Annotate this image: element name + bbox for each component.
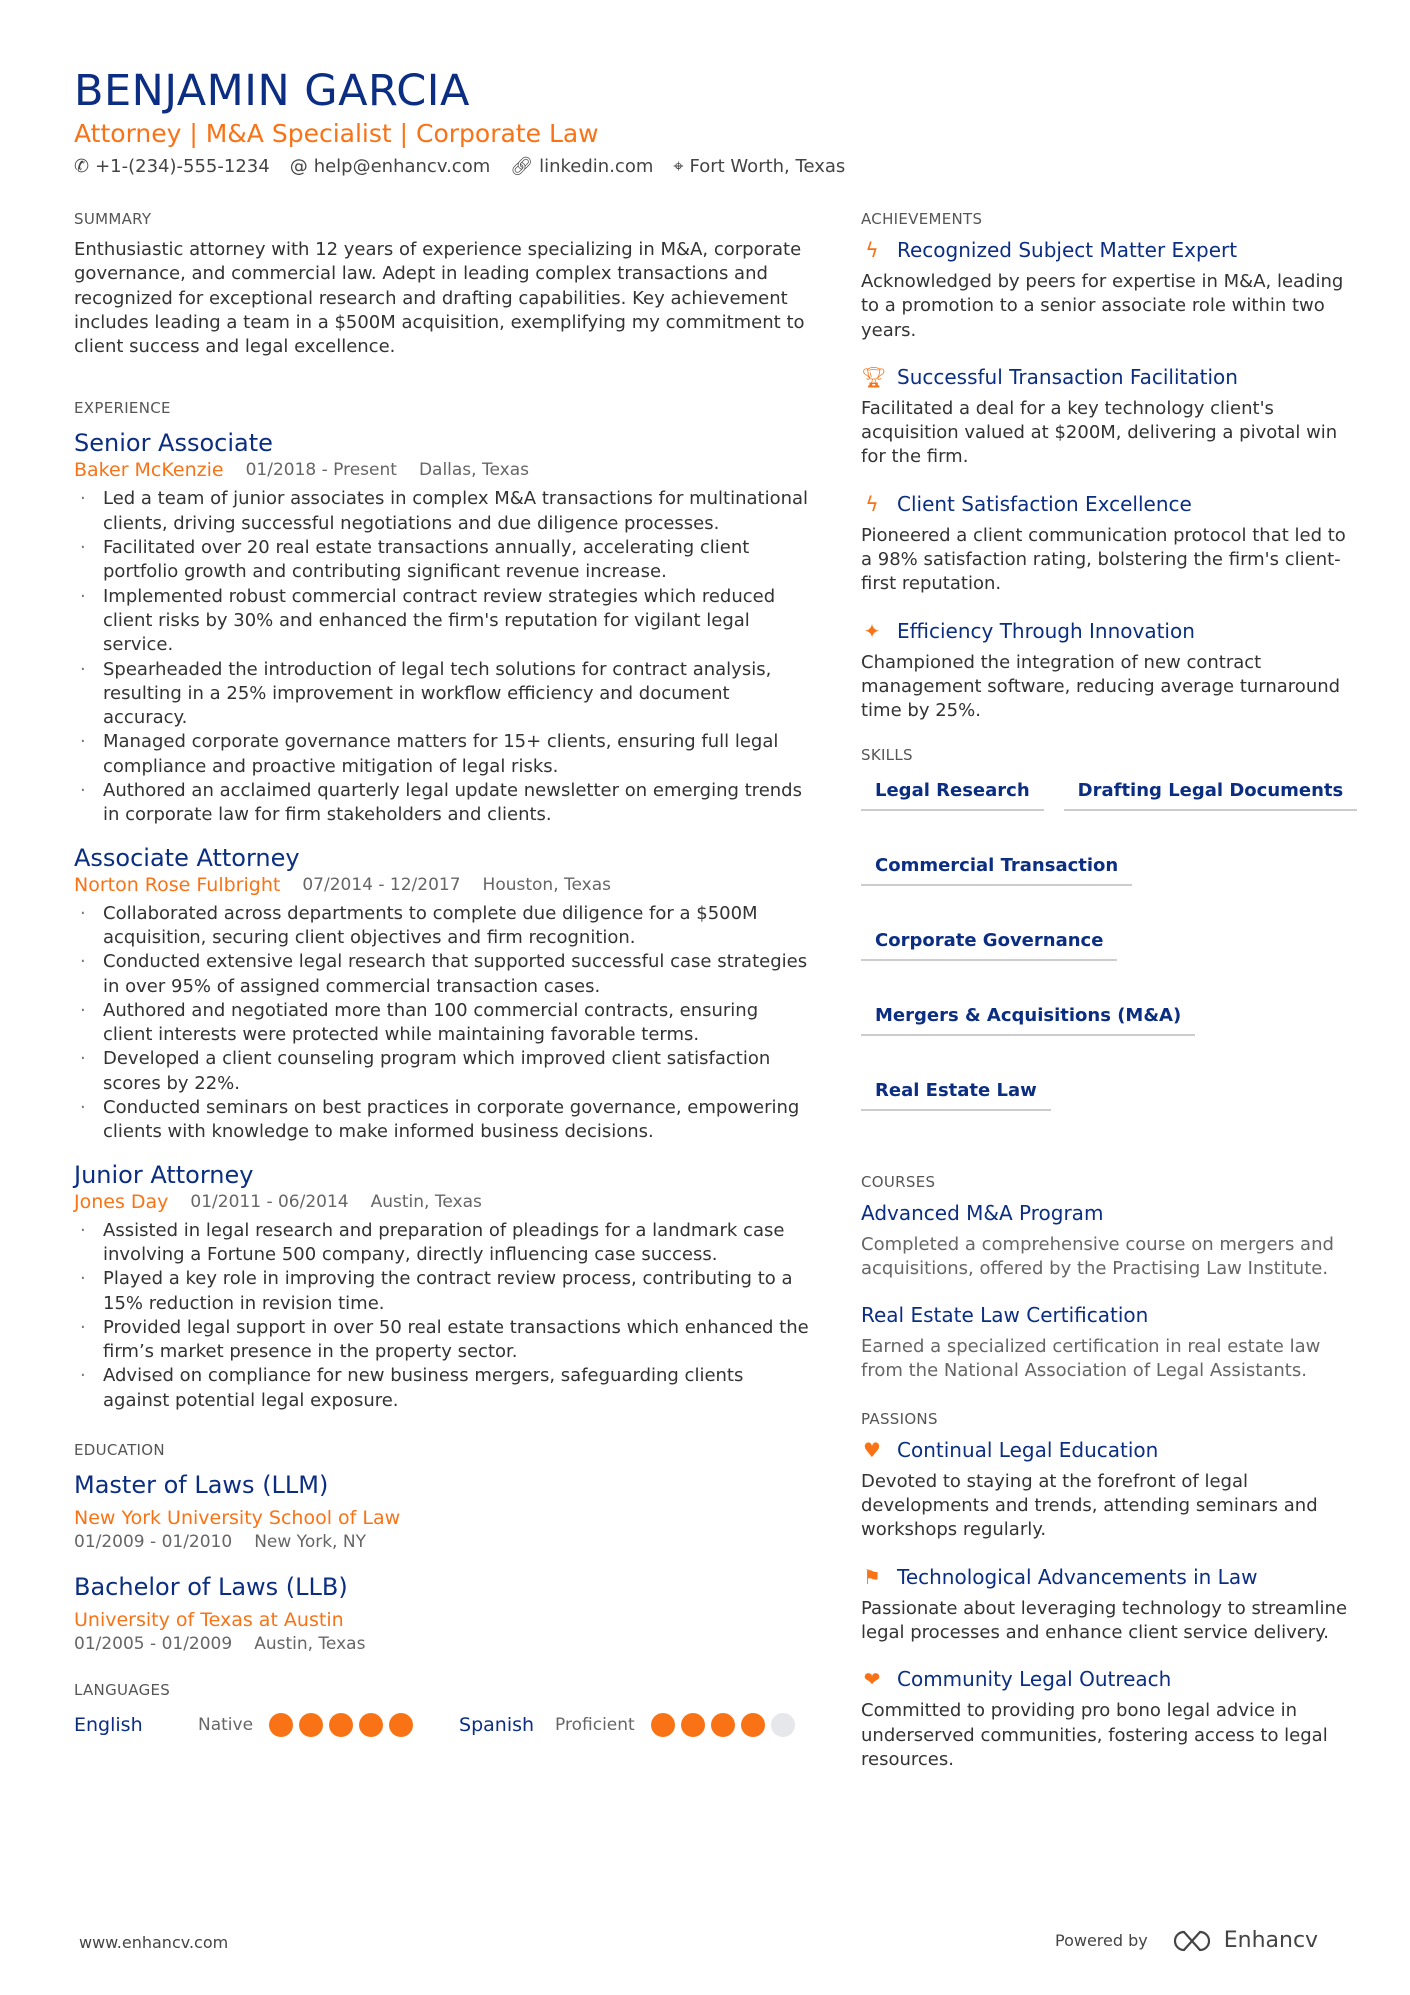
education-location: Austin, Texas <box>254 1633 366 1654</box>
powered-by-text: Powered by <box>1055 1931 1148 1950</box>
passion-title: Technological Advancements in Law <box>897 1564 1258 1589</box>
section-heading: ACHIEVEMENTS <box>861 210 983 228</box>
skill-tag: Legal Research <box>861 780 1044 811</box>
hand-heart-icon: ❤ <box>863 1667 881 1692</box>
left-column <box>74 210 809 1737</box>
passion-text: Committed to providing pro bono legal advice in underserved communities, fostering access to legal resources. <box>861 1700 1328 1770</box>
bullet-item: · Collaborated across departments to complete due diligence for a $500M acquisition, securing client objectives and firm recognition. <box>74 902 809 951</box>
passion-text: Passionate about leveraging technology to streamline legal processes and enhance client service delivery. <box>861 1597 1348 1643</box>
skill-tag: Corporate Governance <box>861 930 1117 961</box>
company-name: Norton Rose Fulbright <box>74 873 281 896</box>
course-item <box>861 1201 1361 1282</box>
passion-text: Devoted to staying at the forefront of legal developments and trends, attending seminars and workshops regularly. <box>861 1470 1318 1541</box>
bullet-item: · Authored an acclaimed quarterly legal update newsletter on emerging trends in corporate law for firm stakeholders and clients. <box>74 779 809 828</box>
bolt-icon: ϟ <box>865 491 879 516</box>
rating-dot <box>771 1713 795 1737</box>
bullet-item: · Assisted in legal research and preparation of pleadings for a landmark case involving a Fortune 500 company, directly influencing case success. <box>74 1219 809 1268</box>
courses-list <box>861 1201 1361 1384</box>
section-heading: EDUCATION <box>74 1440 165 1459</box>
skill-tag: Real Estate Law <box>861 1080 1051 1111</box>
course-text: Earned a specialized certification in real estate law from the National Association of Legal Assistants. <box>861 1336 1321 1382</box>
language-name: Spanish <box>459 1713 535 1736</box>
languages-list <box>74 1713 809 1737</box>
magic-wand-icon: ✦ <box>863 618 881 643</box>
job-meta <box>74 1191 809 1213</box>
rating-dot <box>651 1713 675 1737</box>
bullet-item: · Conducted extensive legal research that supported successful case strategies in over 95% of assigned commercial transaction cases. <box>74 950 809 999</box>
education-meta <box>74 1633 809 1655</box>
rating-dot <box>389 1713 413 1737</box>
course-title: Real Estate Law Certification <box>861 1303 1149 1328</box>
passion-title: Continual Legal Education <box>897 1437 1159 1462</box>
experience-list <box>74 427 809 1413</box>
bullet-item: · Authored and negotiated more than 100 commercial contracts, ensuring client interests were protected while maintaining favorable terms. <box>74 999 809 1048</box>
degree: Bachelor of Laws (LLB) <box>74 1572 348 1601</box>
link[interactable] <box>510 156 653 177</box>
skill-tag: Drafting Legal Documents <box>1064 780 1358 811</box>
location-pin-icon: ⌖ <box>673 156 684 177</box>
skill-tag: Commercial Transaction <box>861 855 1132 886</box>
achievement-title: Efficiency Through Innovation <box>897 618 1195 643</box>
education-location: New York, NY <box>254 1531 366 1552</box>
degree: Master of Laws (LLM) <box>74 1470 329 1499</box>
education-list <box>74 1469 809 1655</box>
flag-icon: ⚑ <box>863 1564 881 1589</box>
at-icon: @ <box>289 156 308 177</box>
school: New York University School of Law <box>74 1506 401 1529</box>
job-location: Houston, Texas <box>482 874 611 895</box>
contact-info <box>74 156 845 177</box>
candidate-title: Attorney | M&A Specialist | Corporate Law <box>74 119 599 148</box>
education-entry <box>74 1571 809 1655</box>
job-title: Associate Attorney <box>74 843 300 872</box>
right-column <box>861 210 1361 1794</box>
passions-list <box>861 1438 1361 1772</box>
bullet-item: · Provided legal support in over 50 real estate transactions which enhanced the firm’s market presence in the property sector. <box>74 1316 809 1365</box>
achievement-item <box>861 619 1361 724</box>
skill-tag: Mergers & Acquisitions (M&A) <box>861 1005 1195 1036</box>
passion-item <box>861 1438 1361 1543</box>
job-title: Junior Attorney <box>74 1160 254 1189</box>
bullet-item: · Played a key role in improving the contract review process, contributing to a 15% reduction in revision time. <box>74 1267 809 1316</box>
location <box>673 156 845 177</box>
company-name: Jones Day <box>74 1190 169 1213</box>
section-heading: PASSIONS <box>861 1409 938 1428</box>
footer-website[interactable]: www.enhancv.com <box>79 1933 229 1952</box>
job-bullets <box>74 487 809 827</box>
job-meta <box>74 874 809 896</box>
achievement-text: Facilitated a deal for a key technology client's acquisition valued at $200M, delivering a pivotal win for the firm. <box>861 397 1338 468</box>
job-location: Dallas, Texas <box>418 460 529 481</box>
education-dates: 01/2009 - 01/2010 <box>74 1531 233 1552</box>
bullet-item: · Developed a client counseling program which improved client satisfaction scores by 22%. <box>74 1047 809 1096</box>
job-title: Senior Associate <box>74 429 273 458</box>
passion-item <box>861 1667 1361 1772</box>
job-meta <box>74 459 809 481</box>
achievements-list <box>861 238 1361 724</box>
phone <box>74 156 270 177</box>
course-text: Completed a comprehensive course on mergers and acquisitions, offered by the Practising Law Institute. <box>861 1233 1334 1279</box>
achievement-title: Successful Transaction Facilitation <box>897 364 1238 389</box>
bullet-item: · Facilitated over 20 real estate transactions annually, accelerating client portfolio growth and contributing significant revenue increase. <box>74 536 809 585</box>
passion-item <box>861 1565 1361 1646</box>
job-dates: 01/2011 - 06/2014 <box>190 1191 349 1212</box>
achievement-title: Recognized Subject Matter Expert <box>897 238 1238 262</box>
bolt-icon: ϟ <box>865 238 879 262</box>
job-entry <box>74 427 809 827</box>
rating-dot <box>681 1713 705 1737</box>
link-icon: 🔗︎ <box>510 156 534 177</box>
section-heading: SKILLS <box>861 745 913 764</box>
job-dates: 01/2018 - Present <box>245 460 397 481</box>
rating-dot <box>741 1713 765 1737</box>
achievement-item <box>861 492 1361 597</box>
heart-icon: ♥ <box>863 1437 881 1462</box>
language-level: Proficient <box>555 1714 635 1735</box>
email-text[interactable]: help@enhancv.com <box>313 156 491 177</box>
achievement-text: Acknowledged by peers for expertise in M&A, leading to a promotion to a senior associate role within two years. <box>861 271 1344 341</box>
job-entry <box>74 842 809 1145</box>
link-text[interactable]: linkedin.com <box>539 156 654 177</box>
job-location: Austin, Texas <box>370 1191 482 1212</box>
candidate-name: BENJAMIN GARCIA <box>74 66 470 116</box>
bullet-item: · Advised on compliance for new business mergers, safeguarding clients against potential legal exposure. <box>74 1364 809 1413</box>
achievement-item <box>861 365 1361 470</box>
education-entry <box>74 1469 809 1553</box>
bullet-item: · Conducted seminars on best practices in corporate governance, empowering clients with knowledge to make informed business decisions. <box>74 1096 809 1145</box>
section-heading: COURSES <box>861 1172 936 1191</box>
achievement-title: Client Satisfaction Excellence <box>897 491 1192 516</box>
school: University of Texas at Austin <box>74 1608 344 1631</box>
education-meta <box>74 1531 809 1553</box>
trophy-icon: 🏆︎ <box>861 364 887 389</box>
achievement-text: Championed the integration of new contract management software, reducing average turnaround time by 25%. <box>861 651 1341 722</box>
course-title: Advanced M&A Program <box>861 1200 1104 1225</box>
achievement-text: Pioneered a client communication protocol that led to a 98% satisfaction rating, bolstering the firm's client-first reputation. <box>861 524 1346 595</box>
location-text: Fort Worth, Texas <box>689 156 846 177</box>
footer-branding <box>1055 1928 1318 1953</box>
enhancv-logo-icon <box>1170 1929 1214 1953</box>
job-entry <box>74 1159 809 1413</box>
brand-name: Enhancv <box>1223 1928 1319 1953</box>
course-item <box>861 1303 1361 1384</box>
skills-list <box>861 780 1361 1111</box>
rating-dot <box>299 1713 323 1737</box>
section-heading: LANGUAGES <box>74 1680 171 1699</box>
company-name: Baker McKenzie <box>74 459 224 482</box>
rating-dot <box>359 1713 383 1737</box>
language-entry <box>74 1713 419 1737</box>
rating-dot <box>269 1713 293 1737</box>
section-heading: SUMMARY <box>74 210 152 228</box>
summary-text: Enthusiastic attorney with 12 years of experience specializing in M&A, corporate governance, and commercial law. Adept in leading complex transactions and recognized for exceptional research and drafting capabilities. Key achievement includes leading a team in a $500M acquisition, exemplifying my commitment to client success and legal excellence. <box>74 239 805 358</box>
section-heading: EXPERIENCE <box>74 399 171 418</box>
achievement-item <box>861 238 1361 343</box>
bullet-item: · Spearheaded the introduction of legal tech solutions for contract analysis, resulting in a 25% improvement in workflow efficiency and document accuracy. <box>74 658 809 731</box>
job-bullets <box>74 1219 809 1413</box>
passion-title: Community Legal Outreach <box>897 1667 1172 1692</box>
language-entry <box>459 1713 801 1737</box>
email[interactable] <box>290 156 491 177</box>
language-level: Native <box>198 1714 254 1735</box>
rating-dot <box>329 1713 353 1737</box>
bullet-item: · Implemented robust commercial contract review strategies which reduced client risks by 30% and enhanced the firm's reputation for vigilant legal service. <box>74 585 809 658</box>
language-name: English <box>74 1713 143 1736</box>
bullet-item: · Managed corporate governance matters for 15+ clients, ensuring full legal compliance and proactive mitigation of legal risks. <box>74 730 809 779</box>
rating-dot <box>711 1713 735 1737</box>
phone-text: +1-(234)-555-1234 <box>95 156 270 177</box>
education-dates: 01/2005 - 01/2009 <box>74 1633 233 1654</box>
phone-icon: ✆ <box>74 156 90 177</box>
job-dates: 07/2014 - 12/2017 <box>302 874 461 895</box>
job-bullets <box>74 902 809 1145</box>
bullet-item: · Led a team of junior associates in complex M&A transactions for multinational clients, driving successful negotiations and due diligence processes. <box>74 487 809 536</box>
